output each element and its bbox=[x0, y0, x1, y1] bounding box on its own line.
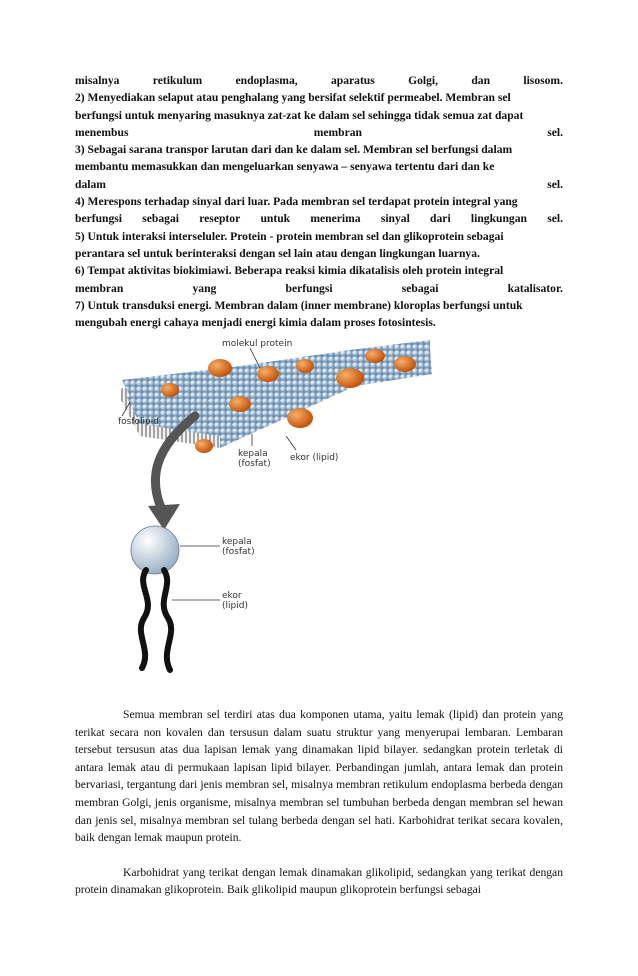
word: endoplasma, bbox=[235, 74, 298, 87]
label-fosfat-bottom: (fosfat) bbox=[222, 547, 255, 557]
phosphate-head bbox=[131, 526, 179, 574]
list-line-6: membantu memasukkan dan mengeluarkan senyawa – senyawa tertentu dari dan ke bbox=[75, 160, 495, 174]
word: sebagai bbox=[401, 281, 439, 295]
protein-blob bbox=[195, 439, 213, 453]
word: membran bbox=[75, 281, 124, 295]
word: menembus bbox=[75, 125, 129, 139]
word: menerima bbox=[310, 212, 361, 226]
word: katalisator. bbox=[507, 281, 563, 295]
list-line-2: 2) Menyediakan selaput atau penghalang yang bersifat selektif permeabel. Membran sel bbox=[75, 91, 511, 105]
protein-blob bbox=[336, 368, 364, 388]
label-molekul-protein: molekul protein bbox=[222, 339, 293, 349]
word: aparatus bbox=[330, 74, 375, 87]
protein-blob bbox=[365, 349, 385, 363]
membrane-diagram bbox=[100, 338, 530, 698]
word: lisosom. bbox=[523, 74, 563, 87]
word: sebagai bbox=[142, 212, 179, 226]
word: membran bbox=[313, 125, 362, 139]
word: dalam bbox=[75, 177, 106, 191]
protein-blob bbox=[257, 366, 279, 382]
membrane-function-list bbox=[75, 72, 563, 331]
paragraph-1-text: Semua membran sel terdiri atas dua komponen utama, yaitu lemak (lipid) dan protein yang terikat secara non kovalen dan tersusun dalam suatu struktur yang menyerupai lembaran. Lembaran tersebut tersusun atas dua lapisan lemak yang dinamakan lipid bilayer. sedangkan protein terletak di antara lemak atau di permukaan lapisan lipid bilayer. Perbandingan jumlah, antara lemak dan protein bervariasi, tergantung dari jenis membran sel, misalnya membran retikulum endoplasma berbeda dengan membran Golgi, jenis organisme, misalnya membran sel tumbuhan berbeda dengan membran sel hewan dan jenis sel, misalnya membran sel tulang berbeda dengan sel hati. Karbohidrat terikat secara kovalen, baik dengan lemak maupun protein. bbox=[75, 708, 563, 845]
word: sinyal bbox=[380, 212, 410, 226]
label-lipid-bottom: (lipid) bbox=[222, 601, 248, 611]
word: untuk bbox=[260, 212, 291, 226]
list-line-7 bbox=[75, 176, 563, 193]
protein-blob bbox=[208, 359, 232, 377]
word: lingkungan bbox=[470, 212, 527, 226]
list-line-12: 6) Tempat aktivitas biokimiawi. Beberapa reaksi kimia dikatalisis oleh protein integral bbox=[75, 264, 504, 278]
body-text bbox=[75, 706, 563, 899]
protein-blob bbox=[296, 359, 314, 373]
protein-blob bbox=[229, 396, 251, 412]
list-line-13 bbox=[75, 280, 563, 297]
word: sel. bbox=[547, 177, 563, 191]
word: misalnya bbox=[75, 74, 120, 87]
paragraph-2 bbox=[75, 864, 563, 899]
word: sel. bbox=[547, 125, 563, 139]
protein-blob bbox=[394, 356, 416, 372]
list-line-9 bbox=[75, 210, 563, 227]
word: retikulum bbox=[152, 74, 203, 87]
lipid-tail bbox=[164, 570, 171, 670]
list-line-5: 3) Sebagai sarana transpor larutan dari dan ke dalam sel. Membran sel berfungsi dalam bbox=[75, 143, 513, 157]
list-line-15: mengubah energi cahaya menjadi energi kimia dalam proses fotosintesis. bbox=[75, 316, 436, 330]
label-fosfolipid: fosfolipid bbox=[118, 417, 159, 427]
word: Golgi, bbox=[408, 74, 439, 87]
label-kepala-top: kepala bbox=[238, 449, 268, 459]
word: berfungsi bbox=[285, 281, 333, 295]
list-line-11: perantara sel untuk berinteraksi dengan sel lain atau dengan lingkungan luarnya. bbox=[75, 246, 480, 260]
word: dan bbox=[471, 74, 491, 87]
word: reseptor bbox=[199, 212, 241, 226]
word: berfungsi bbox=[75, 212, 123, 226]
word: dari bbox=[430, 212, 451, 226]
label-ekor-bottom: ekor bbox=[222, 591, 242, 601]
pointer-line bbox=[286, 436, 296, 450]
list-line-8: 4) Merespons terhadap sinyal dari luar. Pada membran sel terdapat protein integral yang bbox=[75, 195, 518, 209]
list-line-4 bbox=[75, 124, 563, 141]
paragraph-2-text: Karbohidrat yang terikat dengan lemak dinamakan glikolipid, sedangkan yang terikat dengan protein dinamakan glikoprotein. Baik glikolipid maupun glikoprotein berfungsi sebagai bbox=[75, 865, 563, 897]
protein-blob bbox=[161, 383, 179, 397]
list-line-10: 5) Untuk interaksi interseluler. Protein - protein membran sel dan glikoprotein sebagai bbox=[75, 229, 504, 243]
list-line-14: 7) Untuk transduksi energi. Membran dalam (inner membrane) kloroplas berfungsi untuk bbox=[75, 298, 523, 312]
phospholipid-molecule bbox=[131, 526, 179, 670]
word: sel. bbox=[547, 212, 563, 226]
list-line-3: berfungsi untuk menyaring masuknya zat-zat ke dalam sel sehingga tidak semua zat dapat bbox=[75, 108, 524, 122]
label-kepala-bottom: kepala bbox=[222, 537, 252, 547]
lipid-tail bbox=[141, 570, 148, 668]
list-line-1 bbox=[75, 72, 563, 89]
paragraph-1 bbox=[75, 706, 563, 847]
cell-membrane-figure bbox=[100, 338, 530, 698]
word: yang bbox=[192, 281, 217, 295]
protein-blob bbox=[287, 408, 313, 428]
label-ekor-top: ekor (lipid) bbox=[290, 453, 339, 463]
label-fosfat-top: (fosfat) bbox=[238, 459, 271, 469]
